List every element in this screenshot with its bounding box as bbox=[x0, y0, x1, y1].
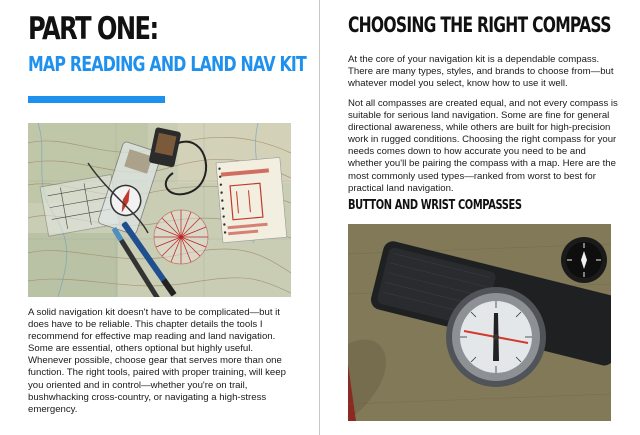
right-page bbox=[320, 0, 640, 435]
body-paragraph: Not all compasses are created equal, and not every compass is suitable for serious land navigation. Some are fine for general directional awareness, while others are built for high-precision work in rugged conditions. Choosing the right compass for your needs comes down to how accurate you need to be and whether you'll be pairing the compass with a map. Here are the most commonly used types—ranked from worst to best for practical land navigation. bbox=[348, 98, 618, 194]
accent-rule bbox=[28, 96, 165, 103]
chapter-title: CHOOSING THE RIGHT COMPASS bbox=[348, 13, 611, 37]
navigation-kit-photo bbox=[28, 123, 291, 297]
left-page bbox=[0, 0, 319, 435]
part-title: PART ONE: bbox=[28, 11, 158, 47]
left-body-text: A solid navigation kit doesn't have to be complicated—but it does have to be reliable. This chapter details the tools I recommend for effective map reading and land navigation. Some are essential, others optional but highly useful. Whenever possible, choose gear that serves more than one function. The right tools, paired with proper training, will keep you oriented and in control—whether you're on trail, bushwhacking cross-country, or navigating a high-stress emergency. bbox=[28, 307, 286, 415]
wrist-compass-photo bbox=[348, 224, 611, 421]
section-heading: BUTTON AND WRIST COMPASSES bbox=[348, 198, 522, 213]
part-subtitle: MAP READING AND LAND NAV KIT bbox=[28, 52, 307, 76]
intro-paragraph: At the core of your navigation kit is a dependable compass. There are many types, styles, and brands to choose from—but whatever model you select, know how to use it well. bbox=[348, 54, 614, 90]
